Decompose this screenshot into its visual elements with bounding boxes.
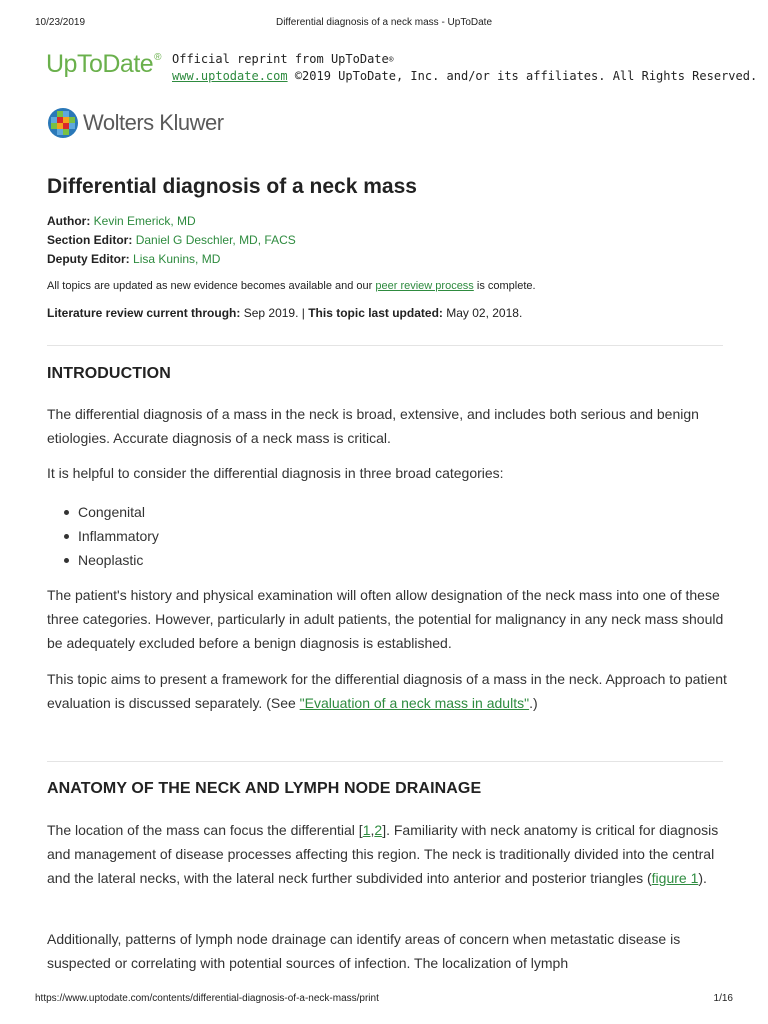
section-editor-line (47, 233, 296, 247)
author-link[interactable]: Kevin Emerick, MD (93, 214, 196, 228)
reprint-registered-mark: ® (388, 55, 394, 64)
wolters-kluwer-globe-icon (47, 107, 79, 139)
print-url: https://www.uptodate.com/contents/differential-diagnosis-of-a-neck-mass/print (35, 993, 379, 1004)
anatomy-paragraph-1-post: ). (698, 870, 707, 886)
intro-paragraph-2: It is helpful to consider the differential diagnosis in three broad categories: (47, 465, 504, 481)
wolters-kluwer-logo-text: Wolters Kluwer (83, 110, 224, 135)
intro-paragraph-4 (47, 667, 727, 715)
anatomy-paragraph-1 (47, 818, 727, 890)
deputy-editor-line (47, 252, 220, 266)
section-divider (47, 345, 723, 346)
review-dates (47, 306, 522, 320)
uptodate-logo-text: UpToDate (46, 50, 154, 78)
section-editor-label: Section Editor: (47, 233, 133, 247)
list-item: Congenital (62, 500, 159, 524)
print-date: 10/23/2019 (35, 17, 86, 28)
page-number: 1/16 (713, 993, 733, 1004)
lit-review-value: Sep 2019. | (240, 306, 309, 320)
lit-review-label: Literature review current through: (47, 306, 241, 320)
last-updated-label: This topic last updated: (308, 306, 443, 320)
intro-paragraph-1: The differential diagnosis of a mass in the neck is broad, extensive, and includes both serious and benign etiologies. Accurate diagnosis of a neck mass is critical. (47, 406, 699, 446)
anatomy-paragraph-2: Additionally, patterns of lymph node drainage can identify areas of concern when metastatic disease is suspected or correlating with potential sources of infection. The localization of lymph (47, 931, 681, 971)
reprint-line1: Official reprint from UpToDate (172, 52, 389, 66)
last-updated-value: May 02, 2018. (442, 306, 523, 320)
update-notice-post: is complete. (473, 280, 536, 292)
update-notice (47, 280, 536, 292)
intro-paragraph-4-post: .) (529, 695, 538, 711)
intro-paragraph-3: The patient's history and physical examination will often allow designation of the neck mass into one of these three categories. However, particularly in adult patients, the potential for malignancy in any neck mass should be adequately excluded before a benign diagnosis is established. (47, 587, 724, 651)
evaluation-neck-mass-link[interactable]: "Evaluation of a neck mass in adults" (299, 695, 530, 711)
peer-review-link[interactable]: peer review process (375, 280, 474, 292)
anatomy-heading: ANATOMY OF THE NECK AND LYMPH NODE DRAINAGE (47, 780, 482, 797)
reference-separator: , (370, 822, 375, 838)
deputy-editor-label: Deputy Editor: (47, 252, 130, 266)
category-list (62, 500, 159, 572)
anatomy-paragraph-1-pre: The location of the mass can focus the differential [ (47, 822, 363, 838)
print-page-title: Differential diagnosis of a neck mass - UpToDate (275, 17, 493, 28)
anatomy-paragraph-1-mid: ]. Familiarity with neck anatomy is critical for diagnosis and management of disease processes affecting this region. The neck is traditionally divided into the central and the lateral necks, with the lateral neck further subdivided into anterior and posterior triangles ( (47, 822, 719, 886)
list-item: Neoplastic (62, 548, 159, 572)
print-header (0, 17, 768, 31)
reference-2-link[interactable]: 2 (374, 822, 383, 838)
uptodate-logo (46, 50, 161, 79)
section-editor-link[interactable]: Daniel G Deschler, MD, FACS (135, 233, 296, 247)
page-title: Differential diagnosis of a neck mass (47, 175, 417, 198)
deputy-editor-link[interactable]: Lisa Kunins, MD (133, 252, 221, 266)
wolters-kluwer-logo (47, 107, 224, 139)
update-notice-pre: All topics are updated as new evidence becomes available and our (47, 280, 376, 292)
reference-1-link[interactable]: 1 (362, 822, 371, 838)
figure-1-link[interactable]: figure 1 (651, 870, 699, 886)
section-divider (47, 761, 723, 762)
introduction-heading: INTRODUCTION (47, 365, 171, 382)
reprint-notice (172, 51, 757, 85)
author-line (47, 214, 196, 228)
registered-mark: ® (154, 52, 162, 63)
uptodate-link[interactable]: www.uptodate.com (172, 69, 288, 83)
author-label: Author: (47, 214, 91, 228)
intro-paragraph-4-pre: This topic aims to present a framework for the differential diagnosis of a mass in the neck. Approach to patient evaluation is discussed separately. (See (47, 671, 727, 711)
list-item: Inflammatory (62, 524, 159, 548)
copyright-text: ©2019 UpToDate, Inc. and/or its affiliates. All Rights Reserved. (287, 69, 758, 83)
